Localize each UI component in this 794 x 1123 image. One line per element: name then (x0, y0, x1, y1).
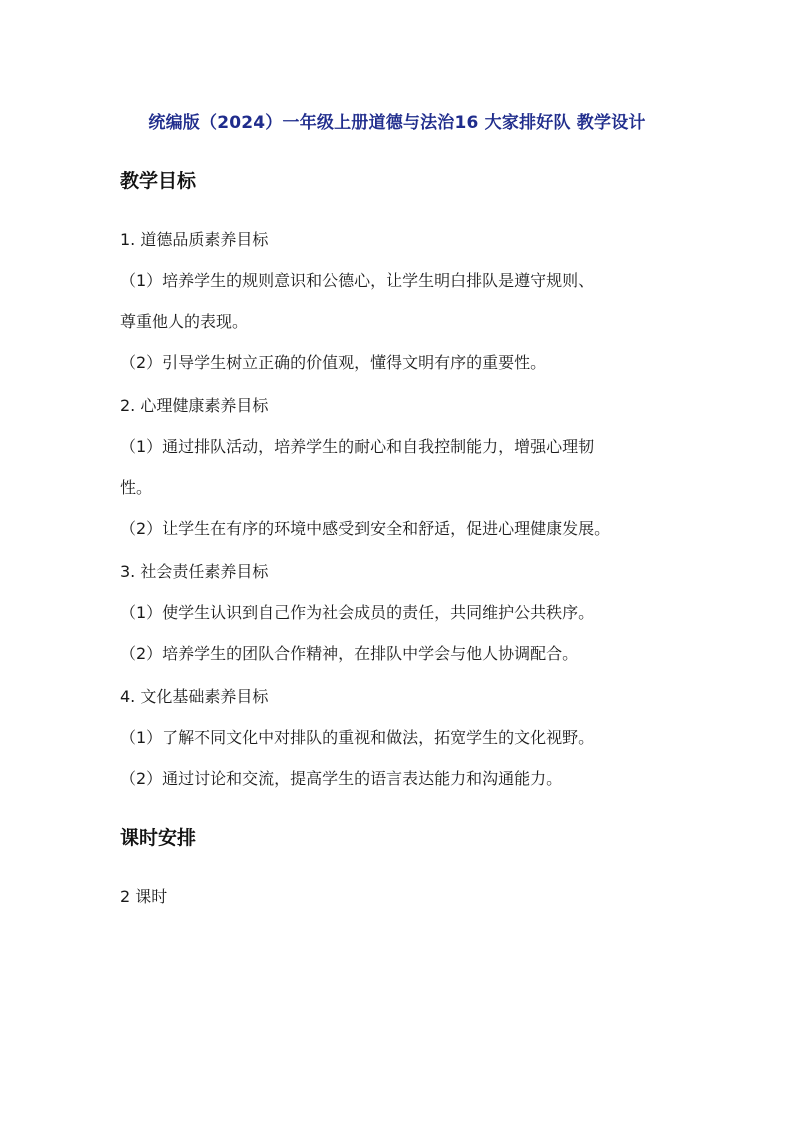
objective-2-item-2: （2）让学生在有序的环境中感受到安全和舒适，促进心理健康发展。 (120, 519, 611, 538)
objective-3-item-1: （1）使学生认识到自己作为社会成员的责任，共同维护公共秩序。 (120, 603, 595, 622)
objective-group-3-label: 3. 社会责任素养目标 (120, 562, 269, 581)
section-heading-schedule: 课时安排 (120, 827, 197, 849)
objective-2-item-1: （1）通过排队活动，培养学生的耐心和自我控制能力，增强心理韧 (120, 437, 595, 456)
section-heading-objectives: 教学目标 (120, 170, 197, 192)
document-title: 统编版（2024）一年级上册道德与法治16 大家排好队 教学设计 (148, 113, 646, 133)
objective-1-item-1-cont: 尊重他人的表现。 (120, 312, 249, 331)
objective-4-item-2: （2）通过讨论和交流，提高学生的语言表达能力和沟通能力。 (120, 769, 563, 788)
objective-1-item-1: （1）培养学生的规则意识和公德心，让学生明白排队是遵守规则、 (120, 271, 595, 290)
schedule-body: 2 课时 (120, 887, 168, 906)
objective-group-1-label: 1. 道德品质素养目标 (120, 230, 269, 249)
objective-group-4-label: 4. 文化基础素养目标 (120, 687, 269, 706)
objective-2-item-1-cont: 性。 (120, 478, 153, 497)
objective-3-item-2: （2）培养学生的团队合作精神，在排队中学会与他人协调配合。 (120, 644, 579, 663)
objective-1-item-2: （2）引导学生树立正确的价值观，懂得文明有序的重要性。 (120, 353, 547, 372)
objective-group-2-label: 2. 心理健康素养目标 (120, 396, 269, 415)
objective-4-item-1: （1）了解不同文化中对排队的重视和做法，拓宽学生的文化视野。 (120, 728, 595, 747)
